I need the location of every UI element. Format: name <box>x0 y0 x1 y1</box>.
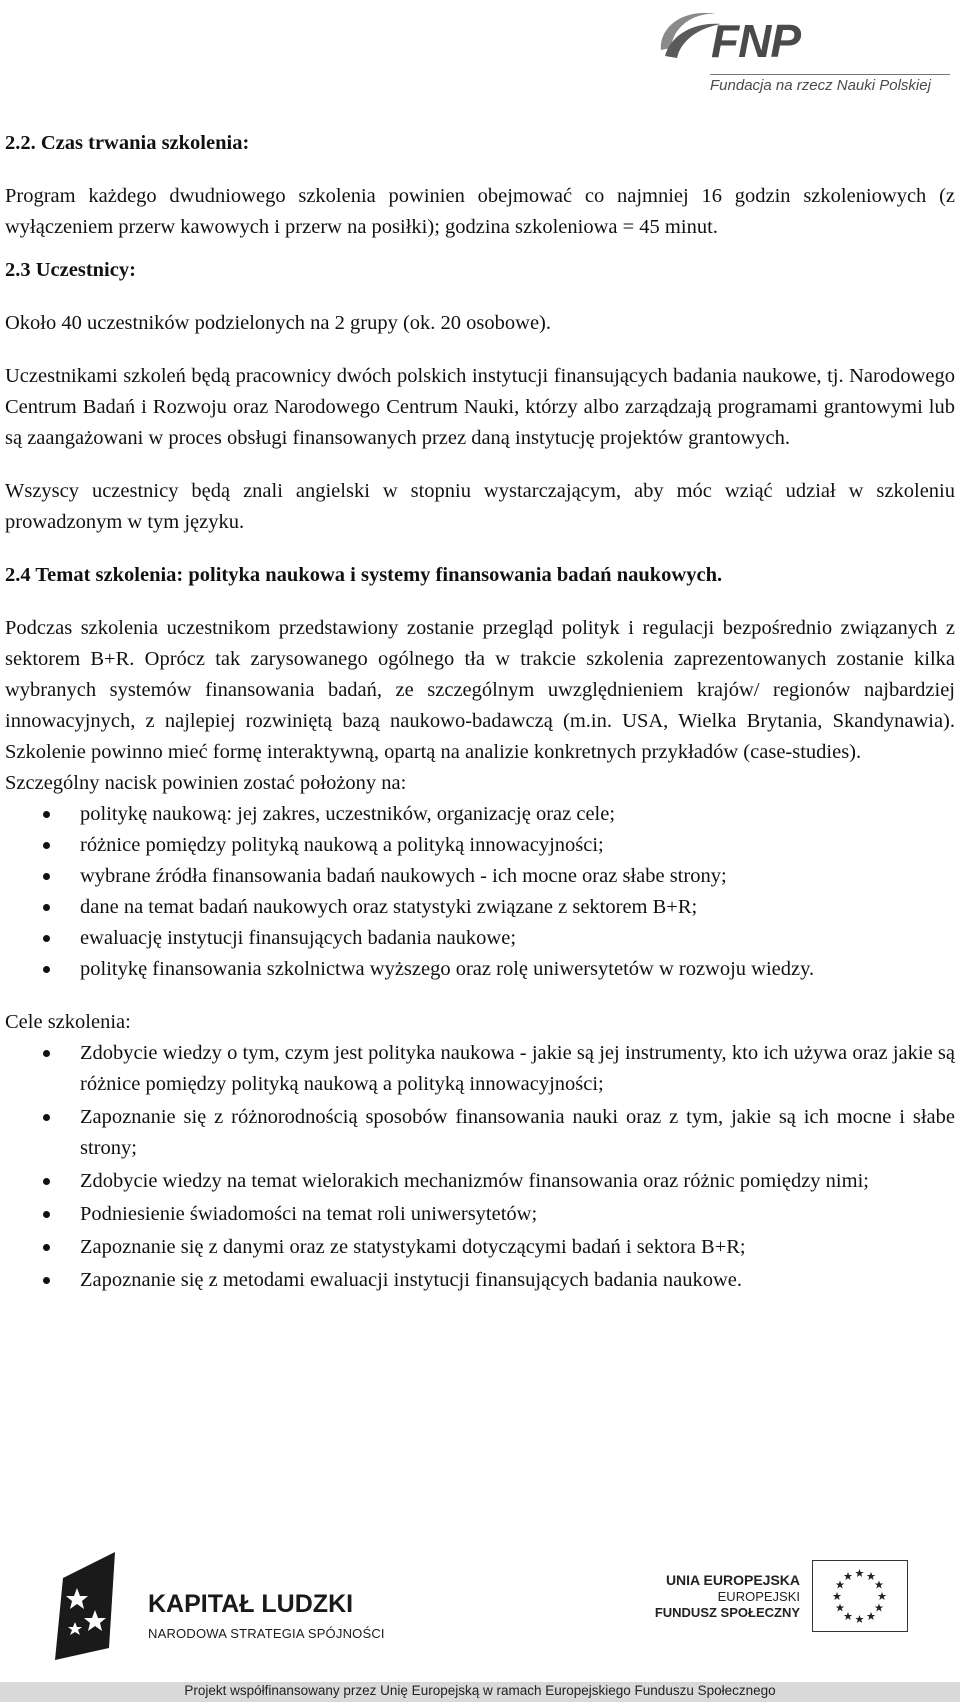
list-item: różnice pomiędzy polityką naukową a polityką innowacyjności; <box>5 830 955 861</box>
emphasis-intro: Szczególny nacisk powinien zostać położony na: <box>5 772 407 794</box>
list-item: Zdobycie wiedzy o tym, czym jest polityka naukowa - jakie są jej instrumenty, kto ich używa oraz jakie są różnice pomiędzy polityką naukową a polityką innowacyjności; <box>5 1038 955 1100</box>
fnp-logo-word: FNP <box>711 15 800 67</box>
section-2-4-heading: 2.4 Temat szkolenia: polityka naukowa i systemy finansowania badań naukowych. <box>5 564 723 586</box>
document-body <box>5 128 955 1296</box>
list-item: politykę finansowania szkolnictwa wyższego oraz rolę uniwersytetów w rozwoju wiedzy. <box>5 954 955 985</box>
kapital-ludzki-subtitle: NARODOWA STRATEGIA SPÓJNOŚCI <box>148 1626 385 1641</box>
fnp-logo <box>655 4 955 100</box>
section-2-3-heading: 2.3 Uczestnicy: <box>5 259 136 281</box>
list-item: wybrane źródła finansowania badań naukowych - ich mocne oraz słabe strony; <box>5 861 955 892</box>
goals-list <box>5 1038 955 1296</box>
cofinance-footer-text: Projekt współfinansowany przez Unię Europejską w ramach Europejskiego Funduszu Społecznego <box>184 1683 776 1698</box>
eu-line-3: FUNDUSZ SPOŁECZNY <box>654 1605 800 1620</box>
kapital-ludzki-emblem-icon <box>55 1548 135 1660</box>
section-2-2-heading: 2.2. Czas trwania szkolenia: <box>5 132 250 154</box>
eu-line-2: EUROPEJSKI <box>717 1589 800 1604</box>
eu-flag-icon <box>812 1560 908 1632</box>
eu-logo-text <box>600 1572 800 1621</box>
fnp-logo-subtitle: Fundacja na rzecz Nauki Polskiej <box>710 77 931 94</box>
participants-language: Wszyscy uczestnicy będą znali angielski w stopniu wystarczającym, aby móc wziąć udział w szkoleniu prowadzonym w tym języku. <box>5 480 955 533</box>
emphasis-list <box>5 799 955 985</box>
list-item: Podniesienie świadomości na temat roli uniwersytetów; <box>5 1199 955 1230</box>
kapital-ludzki-logo <box>55 1548 395 1660</box>
list-item: Zapoznanie się z danymi oraz ze statystykami dotyczącymi badań i sektora B+R; <box>5 1232 955 1263</box>
list-item: politykę naukową: jej zakres, uczestników, organizację oraz cele; <box>5 799 955 830</box>
eu-line-1: UNIA EUROPEJSKA <box>665 1572 800 1588</box>
kapital-ludzki-title: KAPITAŁ LUDZKI <box>148 1590 354 1618</box>
goals-heading: Cele szkolenia: <box>5 1011 131 1033</box>
list-item: Zapoznanie się z różnorodnością sposobów finansowania nauki oraz z tym, jakie są ich mocne i słabe strony; <box>5 1102 955 1164</box>
section-2-2-text: Program każdego dwudniowego szkolenia powinien obejmować co najmniej 16 godzin szkoleniowych (z wyłączeniem przerw kawowych i przerw na posiłki); godzina szkoleniowa = 45 minut. <box>5 185 955 238</box>
participants-count-text: Około 40 uczestników podzielonych na 2 grupy (ok. 20 osobowe). <box>5 312 551 334</box>
training-intro: Podczas szkolenia uczestnikom przedstawiony zostanie przegląd polityk i regulacji bezpośrednio związanych z sektorem B+R. Oprócz tak zarysowanego ogólnego tła w trakcie szkolenia zaprezentowanych zostanie kilka wybranych systemów finansowania badań, ze szczególnym uwzględnieniem krajów/ regionów najbardziej innowacyjnych, z najlepiej rozwiniętą bazą naukowo-badawczą (m.in. USA, Wielka Brytania, Skandynawia). Szkolenie powinno mieć formę interaktywną, opartą na analizie konkretnych przykładów (case-studies). <box>5 617 955 763</box>
list-item: ewaluację instytucji finansujących badania naukowe; <box>5 923 955 954</box>
participants-description: Uczestnikami szkoleń będą pracownicy dwóch polskich instytucji finansujących badania naukowe, tj. Narodowego Centrum Badań i Rozwoju oraz Narodowego Centrum Nauki, którzy albo zarządzają programami grantowymi lub są zaangażowani w proces obsługi finansowanych przez daną instytucję projektów grantowych. <box>5 365 955 449</box>
list-item: Zapoznanie się z metodami ewaluacji instytucji finansujących badania naukowe. <box>5 1265 955 1296</box>
list-item: Zdobycie wiedzy na temat wielorakich mechanizmów finansowania oraz różnic pomiędzy nimi; <box>5 1166 955 1197</box>
list-item: dane na temat badań naukowych oraz statystyki związane z sektorem B+R; <box>5 892 955 923</box>
fnp-logo-rule <box>710 74 950 75</box>
